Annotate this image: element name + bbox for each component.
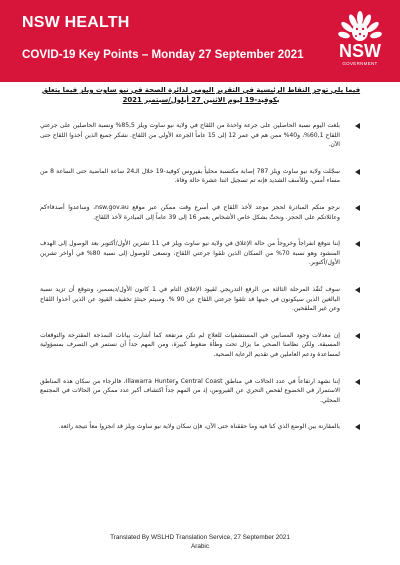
- waratah-icon: [330, 8, 390, 44]
- footer-credit: Translated By WSLHD Translation Service, 27 September 2021: [110, 534, 290, 541]
- list-item-text: بلغت اليوم نسبة الحاصلين على جرعة واحدة من اللقاح في ولاية نيو ساوث ويلز 85,5% ونسبة الحاصلين على جرعتي اللقاح 60,1%، و40% ممن هم في عمر 12 إلى 15 عاماً الجرعة الأولى من اللقاح. نشكر جميع الذين أخذوا اللقاح حتى الآن.: [40, 122, 340, 149]
- bullet-arrow-icon: [355, 287, 360, 293]
- list-item: [40, 422, 362, 432]
- document-title: COVID-19 Key Points – Monday 27 September 2021: [22, 48, 304, 61]
- list-item: [40, 203, 362, 222]
- list-item-text: سجّلت ولاية نيو ساوث ويلز 787 إصابة مكتسبة محلياً بفيروس كوفيد-19 خلال الـ24 ساعة الماضية حتى الساعة 8 من مساء أمس، وللأسف الشديد فإنه تم تسجيل اثنتا عشرة حالة وفاة.: [40, 167, 340, 185]
- bullet-arrow-icon: [355, 379, 360, 385]
- organization-name: NSW HEALTH: [22, 14, 130, 31]
- list-item: [40, 331, 362, 360]
- list-item-text: بالمقارنة بين الوضع الذي كنا فيه وما حققناه حتى الآن، فإن سكان ولاية نيو ساوث ويلز قد انجزوا معاً نتيجة رائعة.: [58, 423, 340, 431]
- bullet-arrow-icon: [355, 205, 360, 211]
- key-points-list: [40, 121, 362, 432]
- logo-text: NSW: [339, 41, 381, 61]
- header-banner: [0, 0, 400, 82]
- bullet-arrow-icon: [355, 241, 360, 247]
- list-item-text: إننا نتوقع انفراجاً وخروجاً من حالة الإغلاق في ولاية نيو ساوث ويلز في 11 تشرين الأول/أكتوبر بعد الوصول إلى الهدف المنشود وهو نسبة 70% من السكان الذين تلقوا جرعتي اللقاح، ونسعى للوصول إلى نسبة 80% في أواخر تشرين الأول/أكتوبر.: [40, 240, 340, 267]
- list-item-text: سوف تُنفّذ المرحلة الثالثة من الرفع التدريجي لقيود الإغلاق التام في 1 كانون الأول/ديسمبر، ونتوقع أن تزيد نسبة البالغين الذين سيكونون في حينها قد تلقوا جرعتي اللقاح عن 90 %. وسيتم حينئذٍ تخفيف القيود عن الذين أخذوا اللقاح وعن غير الملقحين.: [40, 285, 341, 313]
- logo-subtext: GOVERNMENT: [342, 61, 378, 66]
- list-item: [40, 121, 362, 150]
- bullet-arrow-icon: [355, 169, 360, 175]
- bullet-arrow-icon: [355, 123, 360, 129]
- list-item-text: نرجو منكم المبادرة لحجز موعد لأخذ اللقاح في أسرع وقت ممكن عبر موقع nsw.gov.au، وساعدوا أصدقاءكم وعائلاتكم على الحجز. ونحثّ بشكل خاص الأشخاص بعمر 16 إلى 39 عاماً إلى المبادرة لأخذ اللقاح.: [40, 203, 340, 221]
- translation-footer: [0, 534, 400, 551]
- list-item: [40, 239, 362, 268]
- list-item-text: إننا نشهد ارتفاعاً في عدد الحالات في مناطق Central Coast وIllawarra Hunter، فالرجاء من سكان هذه المناطق الاستمرار في الخضوع لفحص التحري عن الفيروس، إذ من المهم جداً اكتشاف أكبر عدد ممكن من الحالات في المجتمع المحلي.: [40, 377, 340, 404]
- list-item: [40, 285, 362, 314]
- nsw-government-logo: [330, 8, 390, 74]
- bullet-arrow-icon: [355, 424, 360, 430]
- list-item-text: إن معدلات وجود المصابين في المستشفيات للعلاج لم تكن مرتفعة كما أشارت بيانات النمذجة المقترحة والتوقعات المسبقة. ولكن نظامنا الصحي ما يزال تحت وطأة ضغوط كبيرة، ومن المهم جداً أن نستمر في التصرف بمسؤولية لمساعدة ودعم العاملين في تقديم الرعاية الصحية.: [40, 331, 340, 358]
- footer-language: Arabic: [190, 542, 210, 550]
- bullet-arrow-icon: [355, 333, 360, 339]
- list-item: [40, 377, 362, 406]
- document-body: [40, 86, 362, 449]
- document-heading: فيما يلي توجز النقاط الرئيسية في التقرير اليومي لدائرة الصحة في نيو ساوث ويلز فيما يتعلق بكوفيد-19 ليوم الاثنين 27 أيلول/سبتمبر 2021: [41, 86, 361, 104]
- list-item: [40, 167, 362, 186]
